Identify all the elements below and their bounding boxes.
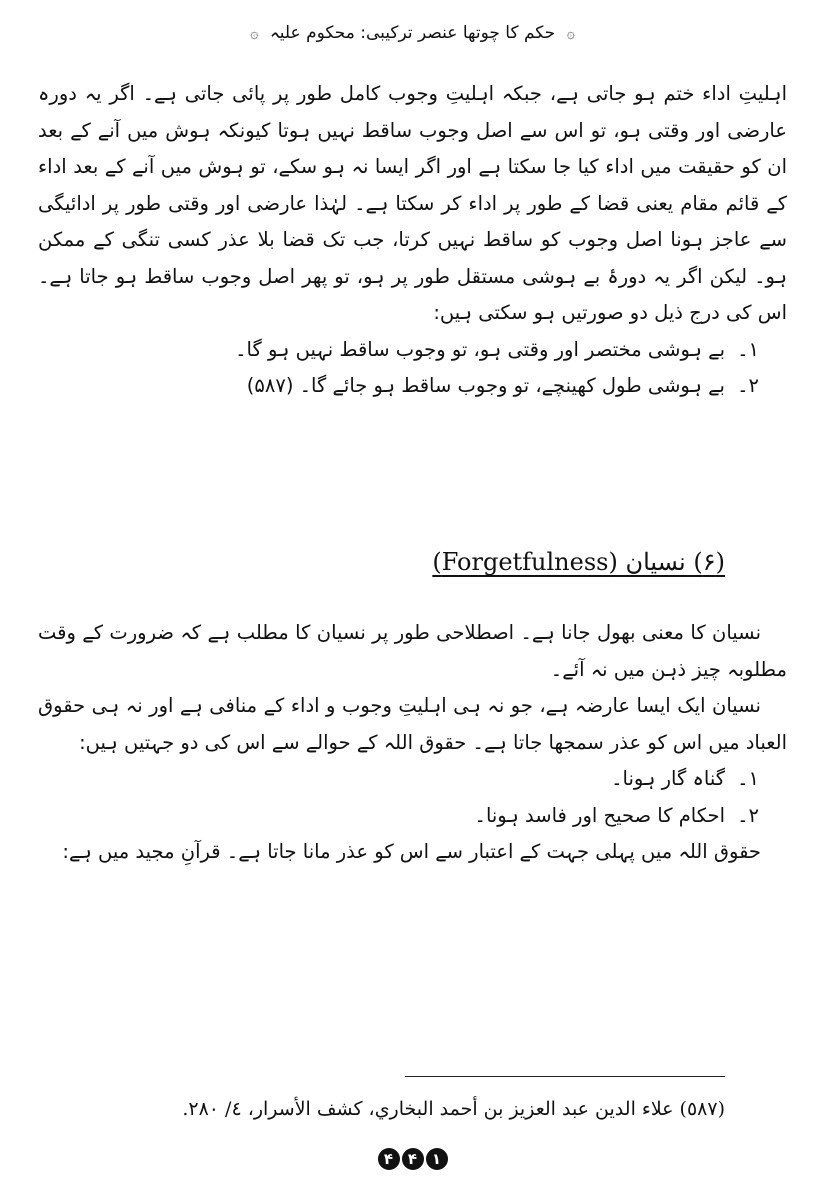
running-header	[0, 22, 825, 43]
section-heading: (۶) نسیان (Forgetfulness)	[432, 548, 725, 576]
list-item	[38, 368, 787, 405]
list-number: ۱۔	[737, 767, 759, 790]
footnote: (٥٨٧) علاء الدين عبد العزيز بن أحمد البخاري، كشف الأسرار، ٤/ ٢٨٠.	[182, 1098, 725, 1120]
page-number	[0, 1148, 825, 1170]
list-text: بے ہوشی مختصر اور وقتی ہو، تو وجوب ساقط نہیں ہو گا۔	[235, 337, 725, 361]
list-number: ۱۔	[737, 337, 759, 361]
ornament-icon: ۞	[566, 26, 575, 42]
section-2	[38, 615, 787, 871]
list-text: گناہ گار ہونا۔	[611, 767, 725, 790]
paragraph: حقوق اللہ میں پہلی جہت کے اعتبار سے اس کو عذر مانا جاتا ہے۔ قرآنِ مجید میں ہے:	[62, 840, 761, 863]
list-number: ۲۔	[737, 374, 759, 397]
ornament-icon: ۞	[250, 26, 259, 42]
list-text: احکام کا صحیح اور فاسد ہونا۔	[474, 803, 725, 827]
paragraph: نسیان ایک ایسا عارضہ ہے، جو نہ ہی اہلیتِ وجوب و اداء کے منافی ہے اور نہ ہی حقوق العباد میں اس کو عذر سمجھا جاتا ہے۔ حقوق اللہ کے حوالے سے اس کی دو جہتیں ہیں:	[38, 694, 787, 754]
page-digit: ۴	[402, 1148, 424, 1170]
section-1	[38, 76, 787, 405]
list-number: ۲۔	[737, 803, 759, 827]
page-digit: ۱	[426, 1148, 448, 1170]
page-digit: ۴	[378, 1148, 400, 1170]
list-item	[38, 798, 787, 835]
footnote-divider	[405, 1076, 725, 1077]
list-item	[38, 332, 787, 369]
list-text: بے ہوشی طول کھینچے، تو وجوب ساقط ہو جائے گا۔ (۵۸۷)	[246, 374, 725, 397]
paragraph: اہلیتِ اداء ختم ہو جاتی ہے، جبکہ اہلیتِ وجوب کامل طور پر پائی جاتی ہے۔ اگر یہ دورہ عارضی اور وقتی ہو، تو اس سے اصل وجوب ساقط نہیں ہوتا کیونکہ ہوش میں آنے کے بعد ان کو حقیقت میں اداء کیا جا سکتا ہے اور اگر ایسا نہ ہو سکے، تو ہوش میں آنے کے بعد اداء کے قائم مقام یعنی قضا کے طور پر اداء کر سکتا ہے۔ لہٰذا عارضی اور وقتی طور پر ادائیگی سے عاجز ہونا اصل وجوب کو ساقط نہیں کرتا، جب تک قضا بلا عذر کسی تنگی کے ممکن ہو۔ لیکن اگر یہ دورۂ بے ہوشی مستقل طور پر ہو، تو پھر اصل وجوب ساقط ہو جاتا ہے۔ اس کی درج ذیل دو صورتیں ہو سکتی ہیں:	[38, 82, 787, 324]
paragraph: نسیان کا معنی بھول جانا ہے۔ اصطلاحی طور پر نسیان کا مطلب ہے کہ ضرورت کے وقت مطلوبہ چیز ذہن میں نہ آئے۔	[38, 621, 787, 681]
list-item	[38, 761, 787, 798]
header-title: حکم کا چوتھا عنصر ترکیبی: محکوم علیہ	[269, 23, 556, 43]
